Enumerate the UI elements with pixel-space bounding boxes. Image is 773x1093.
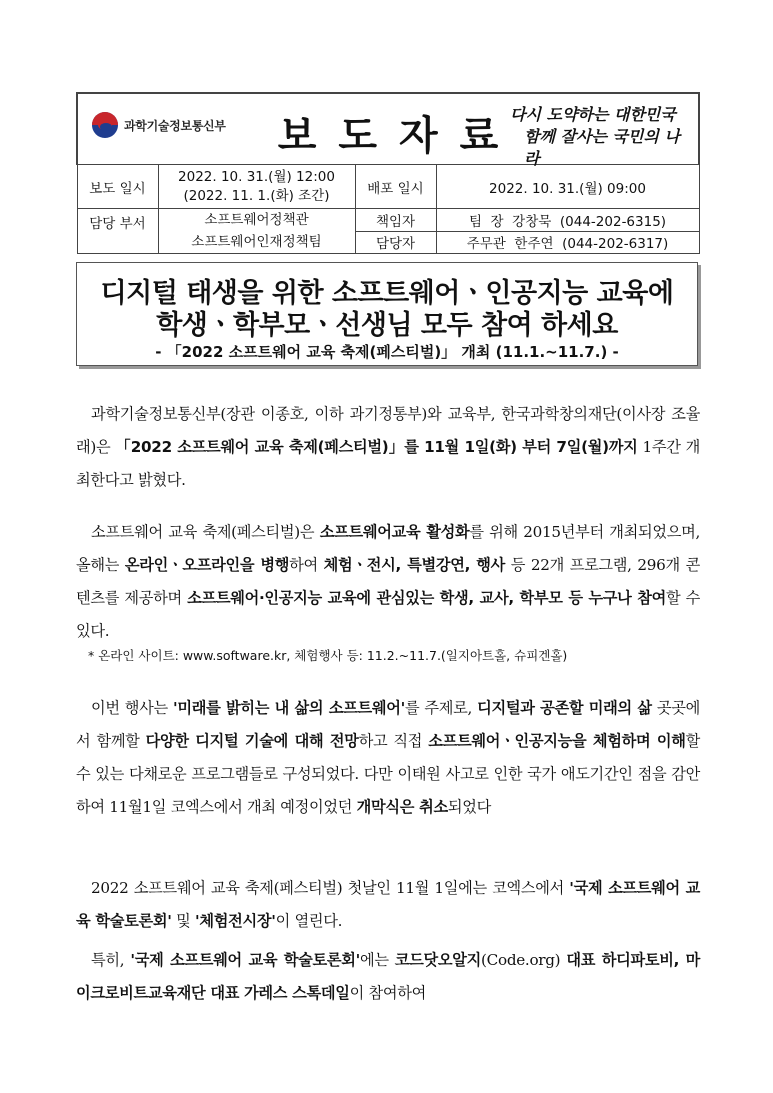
paragraph-3: [76, 692, 700, 824]
responsible-label: 책임자: [355, 209, 436, 232]
department-label: 담당 부서: [77, 209, 158, 254]
ministry-name: 과학기술정보통신부: [124, 118, 226, 133]
responsible-value: 팀 장 강창묵 (044-202-6315): [436, 209, 699, 232]
paragraph-1: [76, 398, 700, 497]
contact-value: 주무관 한주연 (044-202-6317): [436, 231, 699, 254]
p3-text-4: 하고 직접: [358, 732, 429, 750]
p2-bold-3: 체험ㆍ전시, 특별강연, 행사: [323, 556, 506, 574]
slogan-line-1: 다시 도약하는 대한민국: [510, 105, 676, 124]
p3-bold-1: '미래를 밝히는 내 삶의 소프트웨어': [172, 699, 405, 717]
paragraph-2: [76, 516, 700, 648]
p2-bold-4: 소프트웨어·인공지능 교육에 관심있는 학생, 교사, 학부모 등 누구나 참여: [187, 589, 666, 607]
p1-bold-1: 「2022 소프트웨어 교육 축제(페스티벌)」를 11월 1일(화) 부터 7일(월)까지: [115, 438, 638, 456]
slogan-line-2: 함께 잘사는 국민의 나라: [524, 127, 680, 168]
paragraph-4: [76, 872, 700, 938]
footnote: * 온라인 사이트: www.software.kr, 체험행사 등: 11.2.~11.7.(일지아트홀, 슈피겐홀): [88, 648, 568, 663]
government-slogan: [510, 104, 680, 170]
p3-text-2: 를 주제로,: [404, 699, 478, 717]
department-line-2: 소프트웨어인재정책팀: [191, 234, 322, 250]
document-type-title: 보도자료: [277, 113, 521, 159]
p5-text-4: 이 참여하여: [349, 984, 427, 1002]
p4-text-2: 및: [171, 912, 196, 930]
p3-text-1: 이번 행사는: [91, 699, 173, 717]
department-line-1: 소프트웨어정책관: [204, 212, 309, 228]
distribution-date-label: 배포 일시: [355, 165, 436, 209]
report-date-label: 보도 일시: [77, 165, 158, 209]
p3-bold-5: 개막식은 취소: [356, 798, 448, 816]
header-banner: [77, 93, 699, 168]
headline-box: [76, 262, 698, 366]
p3-bold-2: 디지털과 공존할 미래의 삶: [477, 699, 652, 717]
report-date-line-2: (2022. 11. 1.(화) 조간): [183, 187, 330, 204]
p4-text-1: 2022 소프트웨어 교육 축제(페스티벌) 첫날인 11월 1일에는 코엑스에서: [91, 879, 570, 897]
contact-label: 담당자: [355, 231, 436, 254]
p2-text-1: 소프트웨어 교육 축제(페스티벌)은: [91, 523, 320, 541]
p3-text-6: 되었다: [447, 798, 492, 816]
headline-line-2: 학생ㆍ학부모ㆍ선생님 모두 참여 하세요: [156, 310, 618, 341]
headline-line-1: 디지털 태생을 위한 소프트웨어ㆍ인공지능 교육에: [100, 278, 674, 309]
p4-text-3: 이 열린다.: [275, 912, 343, 930]
p3-text-5: 할 수 있는 다채로운 프로그램들로 구성되었다. 다만 이태원 사고로 인한 국가 애도기간인 점을 감안하여 11월1일 코엑스에서 개최 예정이었던: [76, 732, 700, 816]
p2-bold-1: 소프트웨어교육 활성화: [319, 523, 470, 541]
headline-subtitle: - 「2022 소프트웨어 교육 축제(페스티벌)」 개최 (11.1.~11.7.) -: [155, 343, 619, 361]
p3-bold-4: 소프트웨어ㆍ인공지능을 체험하며 이해: [428, 732, 686, 750]
p5-text-1: 특히,: [91, 951, 131, 969]
p2-text-5: 할 수 있다.: [76, 589, 700, 640]
report-date-value: [158, 165, 355, 209]
p1-text-2: 1주간 개최한다고 밝혔다.: [76, 438, 700, 489]
p2-bold-2: 온라인ㆍ오프라인을 병행: [124, 556, 290, 574]
p5-bold-2: 코드닷오알지: [394, 951, 482, 969]
paragraph-5: [76, 944, 700, 1010]
p5-text-2: 에는: [359, 951, 395, 969]
header-table: [76, 92, 700, 254]
p2-text-4: 등 22개 프로그램, 296개 콘텐츠를 제공하며: [76, 556, 700, 607]
p5-bold-3: 대표 하디파토비, 마이크로비트교육재단 대표 가레스 스톡데일: [76, 951, 700, 1002]
p4-bold-2: '체험전시장': [195, 912, 276, 930]
p1-text-1: 과학기술정보통신부(장관 이종호, 이하 과기정통부)와 교육부, 한국과학창의재단(이사장 조율래)은: [76, 405, 700, 456]
p3-text-3: 곳곳에서 함께할: [76, 699, 700, 750]
report-date-line-1: 2022. 10. 31.(월) 12:00: [178, 168, 335, 185]
p3-bold-3: 다양한 디지털 기술에 대해 전망: [145, 732, 359, 750]
p5-text-3: (Code.org): [481, 951, 567, 969]
p5-bold-1: '국제 소프트웨어 교육 학술토론회': [130, 951, 360, 969]
p4-bold-1: '국제 소프트웨어 교육 학술토론회': [76, 879, 700, 930]
p2-text-3: 하여: [289, 556, 324, 574]
distribution-date-value: 2022. 10. 31.(월) 09:00: [436, 165, 699, 209]
department-value: [158, 209, 355, 254]
p2-text-2: 를 위해 2015년부터 개최되었으며, 올해는: [76, 523, 701, 574]
